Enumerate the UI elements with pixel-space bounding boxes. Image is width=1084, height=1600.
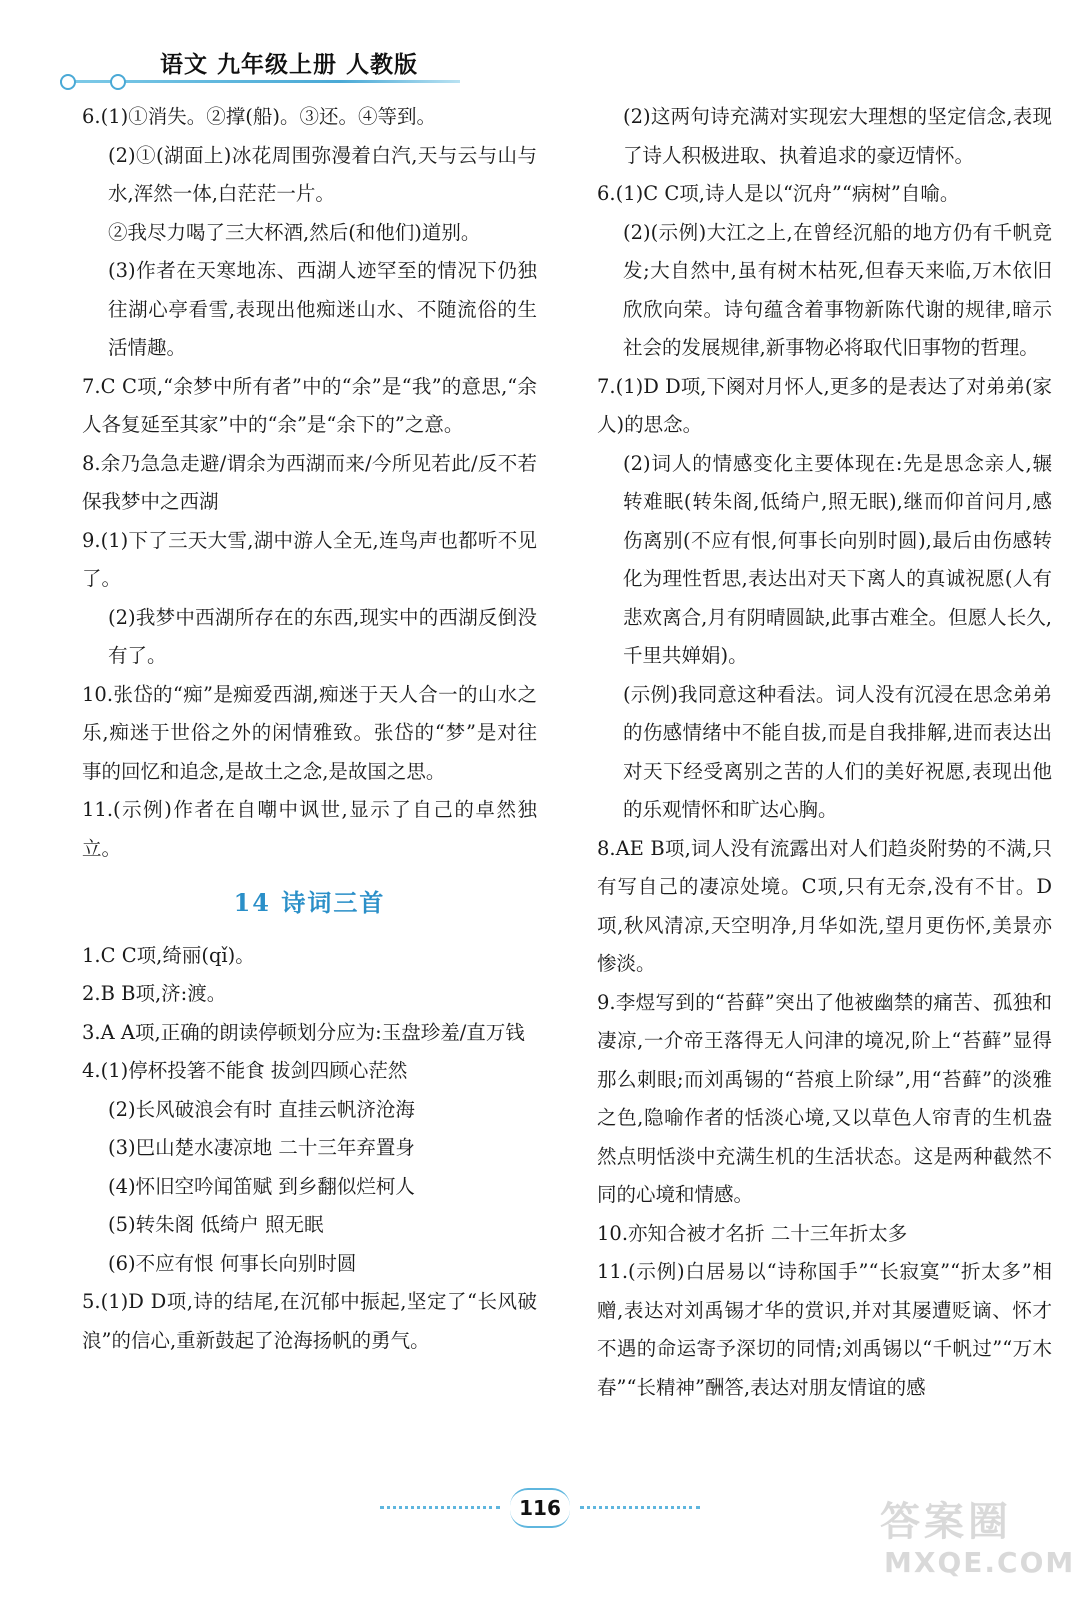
answer-paragraph: 11.(示例)作者在自嘲中讽世,显示了自己的卓然独立。: [82, 798, 537, 860]
answer-paragraph: 9.李煜写到的“苔藓”突出了他被幽禁的痛苦、孤独和凄凉,一介帝王落得无人问津的境况,阶上“苔藓”显得那么刺眼;而刘禹锡的“苔痕上阶绿”,用“苔藓”的淡雅之色,隐喻作者的恬淡心境,又以草色人帘青的生机盎然点明恬淡中充满生机的生活状态。这是两种截然不同的心境和情感。: [597, 990, 1052, 1206]
answer-paragraph: (2)词人的情感变化主要体现在:先是思念亲人,辗转难眠(转朱阁,低绮户,照无眠),继而仰首问月,感伤离别(不应有恨,何事长向别时圆),最后由伤感转化为理性哲思,表达出对天下离人的真诚祝愿(人有悲欢离合,月有阴晴圆缺,此事古难全。但愿人长久,千里共婵娟)。: [623, 451, 1052, 667]
answer-paragraph: 6.(1)①消失。②撑(船)。③还。④等到。: [82, 105, 436, 128]
answer-paragraph: (2)(示例)大江之上,在曾经沉船的地方仍有千帆竞发;大自然中,虽有树木枯死,但春天来临,万木依旧欣欣向荣。诗句蕴含着事物新陈代谢的规律,暗示社会的发展规律,新事物必将取代旧事物的哲理。: [623, 220, 1052, 359]
answer-paragraph: (3)巴山楚水凄凉地 二十三年弃置身: [108, 1136, 415, 1159]
right-column: [597, 98, 1052, 1407]
watermark-logo: [870, 1490, 1076, 1590]
answer-paragraph: (3)作者在天寒地冻、西湖人迹罕至的情况下仍独往湖心亭看雪,表现出他痴迷山水、不随流俗的生活情趣。: [108, 259, 537, 359]
answer-paragraph: (4)怀旧空吟闻笛赋 到乡翻似烂柯人: [108, 1174, 415, 1198]
answer-paragraph: 5.(1)D D项,诗的结尾,在沉郁中振起,坚定了“长风破浪”的信心,重新鼓起了沧海扬帆的勇气。: [82, 1290, 537, 1352]
answer-paragraph: (2)①(湖面上)冰花周围弥漫着白汽,天与云与山与水,浑然一体,白茫茫一片。: [108, 143, 537, 205]
answer-paragraph: (2)这两句诗充满对实现宏大理想的坚定信念,表现了诗人积极进取、执着追求的豪迈情怀。: [623, 105, 1052, 167]
answer-paragraph: 10.亦知合被才名折 二十三年折太多: [597, 1221, 908, 1245]
book-title: 语文 九年级上册 人教版: [160, 52, 419, 78]
answer-paragraph: ②我尽力喝了三大杯酒,然后(和他们)道别。: [108, 220, 481, 244]
page-number: 116: [510, 1488, 570, 1528]
answer-paragraph: 11.(示例)白居易以“诗称国手”“长寂寞”“折太多”相赠,表达对刘禹锡才华的赏识,并对其屡遭贬谪、怀才不遇的命运寄予深切的同情;刘禹锡以“千帆过”“万木春”“长精神”酬答,表达对朋友情谊的感: [597, 1260, 1052, 1399]
answer-paragraph: 9.(1)下了三天大雪,湖中游人全无,连鸟声也都听不见了。: [82, 528, 537, 590]
page-footer: [380, 1488, 700, 1528]
answer-paragraph: (6)不应有恨 何事长向别时圆: [108, 1251, 357, 1275]
answer-paragraph: 2.B B项,济:渡。: [82, 982, 227, 1005]
page-header: [60, 40, 460, 90]
answer-paragraph: 8.AE B项,词人没有流露出对人们趋炎附势的不满,只有写自己的凄凉处境。C项,只有无奈,没有不甘。D项,秋风清凉,天空明净,月华如洗,望月更伤怀,美景亦惨淡。: [597, 836, 1052, 975]
answer-paragraph: (2)长风破浪会有时 直挂云帆济沧海: [108, 1097, 415, 1121]
answer-paragraph: (5)转朱阁 低绮户 照无眠: [108, 1213, 324, 1236]
watermark-cn: 答案圈: [880, 1499, 1012, 1545]
answer-paragraph: 6.(1)C C项,诗人是以“沉舟”“病树”自喻。: [597, 182, 960, 205]
header-circle-icon: [110, 74, 126, 90]
answer-paragraph: 4.(1)停杯投箸不能食 拔剑四顾心茫然: [82, 1059, 408, 1082]
section-title: 14 诗词三首: [233, 888, 386, 917]
answer-paragraph: 7.C C项,“余梦中所有者”中的“余”是“我”的意思,“余人各复延至其家”中的“余”是“余下的”之意。: [82, 374, 537, 436]
answer-paragraph: 8.余乃急急走避/谓余为西湖而来/今所见若此/反不若保我梦中之西湖: [82, 451, 537, 513]
answer-paragraph: (2)我梦中西湖所存在的东西,现实中的西湖反倒没有了。: [108, 605, 537, 667]
footer-dots-right: [580, 1506, 700, 1509]
left-column: [82, 98, 537, 1360]
answer-paragraph: 1.C C项,绮丽(qǐ)。: [82, 943, 255, 967]
answer-paragraph: 3.A A项,正确的朗读停顿划分应为:玉盘珍羞/直万钱: [82, 1020, 525, 1044]
answer-paragraph: 10.张岱的“痴”是痴爱西湖,痴迷于天人合一的山水之乐,痴迷于世俗之外的闲情雅致。张岱的“梦”是对往事的回忆和追念,是故土之念,是故国之思。: [82, 682, 537, 783]
answer-paragraph: (示例)我同意这种看法。词人没有沉浸在思念弟弟的伤感情绪中不能自拔,而是自我排解,进而表达出对天下经受离别之苦的人们的美好祝愿,表现出他的乐观情怀和旷达心胸。: [623, 682, 1052, 821]
watermark-en: MXQE.COM: [884, 1546, 1076, 1579]
header-circle-icon: [60, 74, 76, 90]
footer-dots-left: [380, 1506, 500, 1509]
answer-paragraph: 7.(1)D D项,下阕对月怀人,更多的是表达了对弟弟(家人)的思念。: [597, 374, 1052, 436]
